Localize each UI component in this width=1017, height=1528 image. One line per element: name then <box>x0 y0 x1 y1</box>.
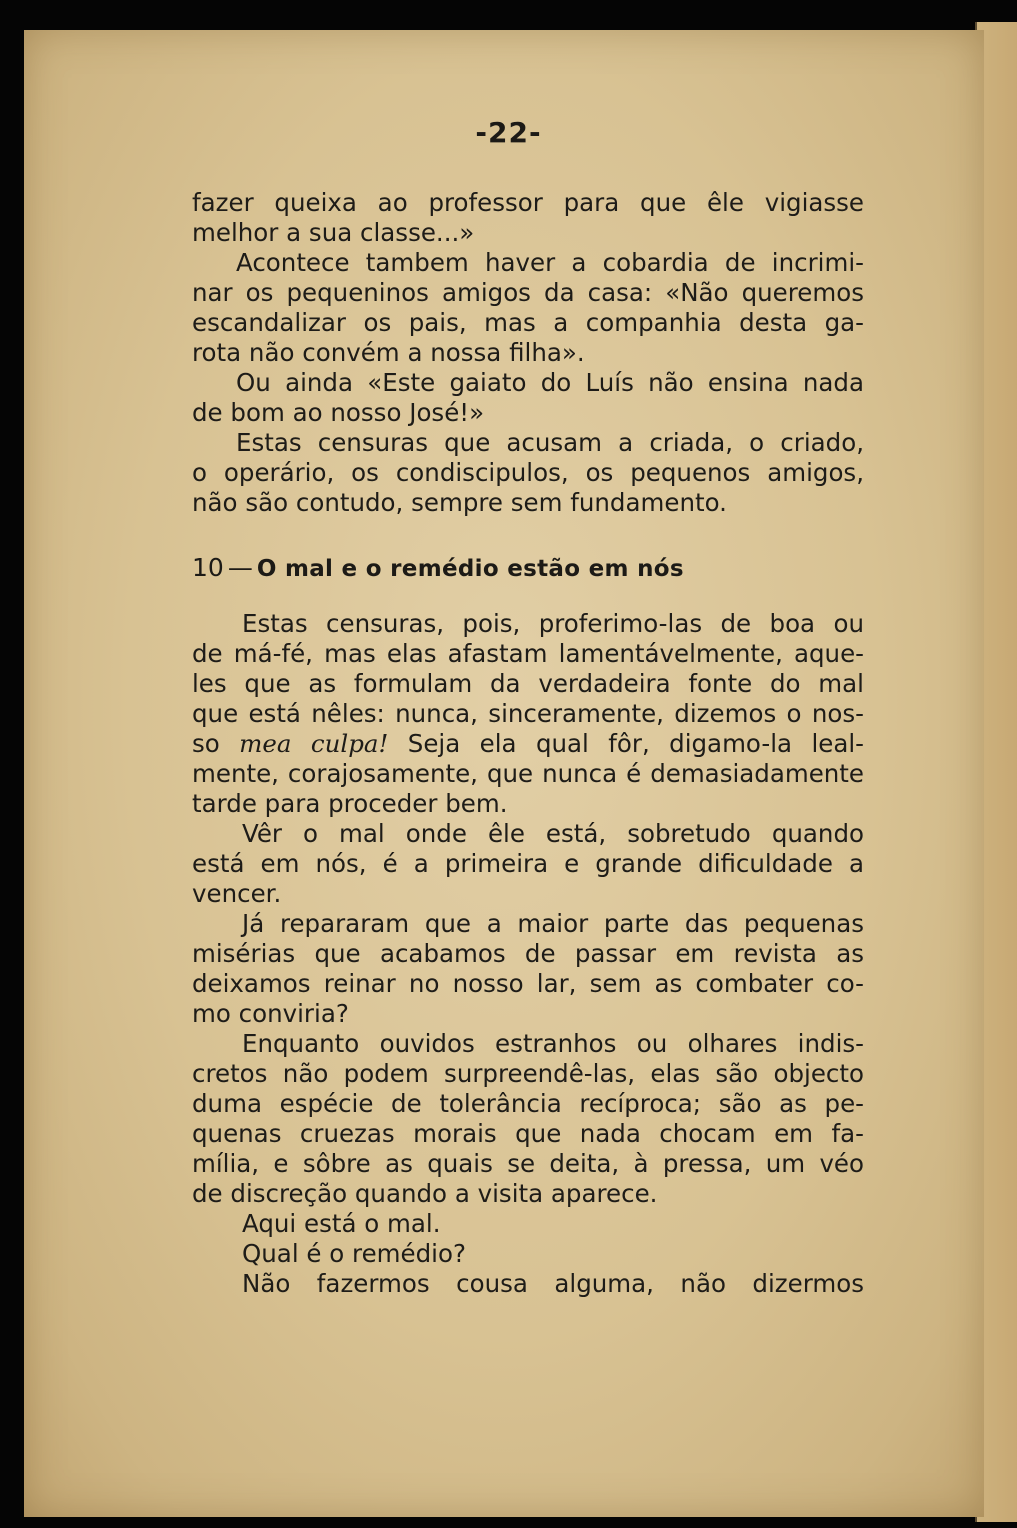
text-line: Vêr o mal onde êle está, sobretudo quando <box>242 819 864 848</box>
text-line: Acontece tambem haver a cobardia de incrimi- <box>236 248 864 277</box>
section-title: O mal e o remédio estão em nós <box>256 556 684 582</box>
text-line: Aqui está o mal. <box>242 1209 441 1238</box>
text-block-bottom <box>192 609 864 1299</box>
text-line: mo conviria? <box>192 999 349 1028</box>
text-line: Estas censuras que acusam a criada, o criado, <box>236 428 864 457</box>
text-line: Já repararam que a maior parte das pequenas <box>242 909 864 938</box>
text-line: tarde para proceder bem. <box>192 789 508 818</box>
page-number: -22- <box>475 116 542 149</box>
text-line: Não fazermos cousa alguma, não dizermos <box>242 1269 864 1298</box>
text-line: não são contudo, sempre sem fundamento. <box>192 488 727 517</box>
text-line: mente, corajosamente, que nunca é demasiadamente <box>192 759 864 788</box>
text-line: mília, e sôbre as quais se deita, à pressa, um véo <box>192 1149 864 1178</box>
text-line: Estas censuras, pois, proferimo-las de boa ou <box>242 609 864 638</box>
text-line: de má-fé, mas elas afastam lamentávelmente, aque- <box>192 639 864 668</box>
text-line: de bom ao nosso José!» <box>192 398 485 427</box>
text-line: quenas cruezas morais que nada chocam em fa- <box>192 1119 864 1148</box>
text-line: les que as formulam da verdadeira fonte do mal <box>192 669 864 698</box>
text-fragment: Seja ela qual fôr, digamo-la leal- <box>388 729 864 758</box>
text-line: Enquanto ouvidos estranhos ou olhares indis- <box>242 1029 864 1058</box>
text-line: que está nêles: nunca, sinceramente, dizemos o nos- <box>192 699 864 728</box>
text-line: vencer. <box>192 879 282 908</box>
text-line: duma espécie de tolerância recíproca; são as pe- <box>192 1089 864 1118</box>
text-line: melhor a sua classe...» <box>192 218 475 247</box>
text-line: deixamos reinar no nosso lar, sem as combater co- <box>192 969 864 998</box>
section-heading <box>192 553 684 582</box>
text-line: está em nós, é a primeira e grande dificuldade a <box>192 849 864 878</box>
text-line: nar os pequeninos amigos da casa: «Não queremos <box>192 278 864 307</box>
section-number: 10 <box>192 553 224 582</box>
text-line: o operário, os condiscipulos, os pequenos amigos, <box>192 458 864 487</box>
text-line: misérias que acabamos de passar em revista as <box>192 939 864 968</box>
text-line: rota não convém a nossa filha». <box>192 338 585 367</box>
text-line: escandalizar os pais, mas a companhia desta ga- <box>192 308 864 337</box>
text-line: Ou ainda «Este gaiato do Luís não ensina nada <box>236 368 864 397</box>
italic-phrase: mea culpa! <box>239 729 389 758</box>
text-line: fazer queixa ao professor para que êle vigiasse <box>192 188 864 217</box>
section-dash: — <box>227 553 253 582</box>
text-fragment: so <box>192 729 240 758</box>
text-line <box>192 729 864 759</box>
text-block-top <box>192 188 864 518</box>
text-line: de discreção quando a visita aparece. <box>192 1179 658 1208</box>
text-line: Qual é o remédio? <box>242 1239 466 1268</box>
text-line: cretos não podem surpreendê-las, elas são objecto <box>192 1059 864 1088</box>
